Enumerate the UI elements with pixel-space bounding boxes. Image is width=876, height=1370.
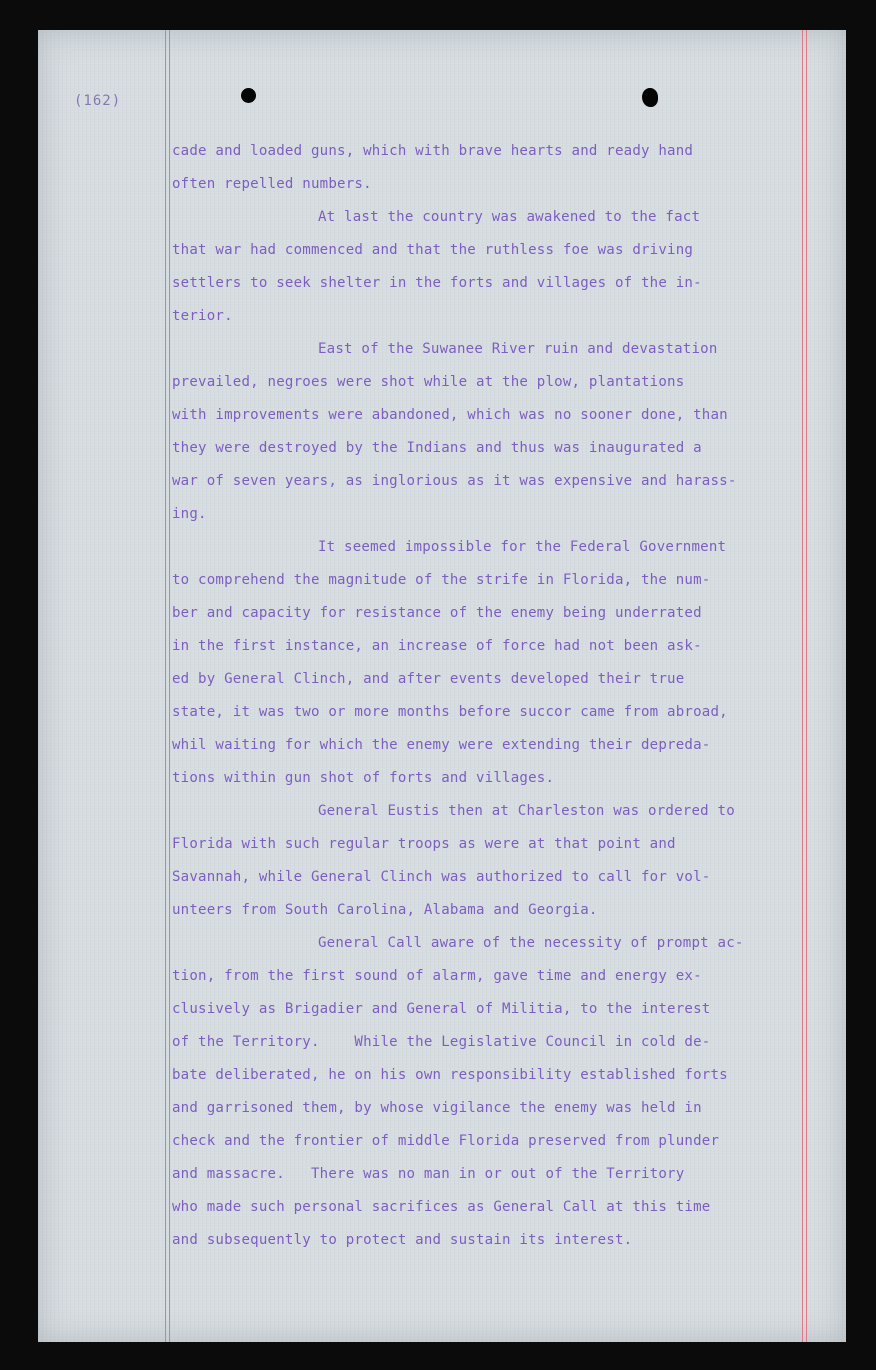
text-line: tion, from the first sound of alarm, gave time and energy ex-	[172, 968, 702, 984]
text-line: Savannah, while General Clinch was authorized to call for vol-	[172, 869, 711, 885]
text-line: bate deliberated, he on his own responsibility established forts	[172, 1067, 728, 1083]
text-line: It seemed impossible for the Federal Government	[318, 539, 727, 555]
text-line: to comprehend the magnitude of the strife in Florida, the num-	[172, 572, 711, 588]
text-line: settlers to seek shelter in the forts and villages of the in-	[172, 275, 702, 291]
text-line: and garrisoned them, by whose vigilance the enemy was held in	[172, 1100, 702, 1116]
punch-hole-right	[642, 88, 658, 107]
text-line: who made such personal sacrifices as General Call at this time	[172, 1199, 711, 1215]
text-line: often repelled numbers.	[172, 176, 372, 192]
text-line: unteers from South Carolina, Alabama and Georgia.	[172, 902, 598, 918]
text-line: with improvements were abandoned, which was no sooner done, than	[172, 407, 728, 423]
text-line: General Eustis then at Charleston was ordered to	[318, 803, 735, 819]
text-line: At last the country was awakened to the fact	[318, 209, 701, 225]
document-page	[38, 30, 846, 1342]
text-line: Florida with such regular troops as were at that point and	[172, 836, 676, 852]
right-margin-rule	[802, 30, 803, 1342]
text-line: ber and capacity for resistance of the enemy being underrated	[172, 605, 702, 621]
left-margin-rule-inner	[169, 30, 170, 1342]
text-line: General Call aware of the necessity of prompt ac-	[318, 935, 744, 951]
text-line: war of seven years, as inglorious as it was expensive and harass-	[172, 473, 737, 489]
text-line: whil waiting for which the enemy were extending their depreda-	[172, 737, 711, 753]
text-line: terior.	[172, 308, 233, 324]
text-line: of the Territory. While the Legislative Council in cold de-	[172, 1034, 711, 1050]
body-text	[172, 135, 744, 1257]
text-line: in the first instance, an increase of force had not been ask-	[172, 638, 702, 654]
text-line: that war had commenced and that the ruthless foe was driving	[172, 242, 694, 258]
text-line: ing.	[172, 506, 207, 522]
text-line: cade and loaded guns, which with brave hearts and ready hand	[172, 143, 694, 159]
text-line: and massacre. There was no man in or out of the Territory	[172, 1166, 685, 1182]
text-line: ed by General Clinch, and after events developed their true	[172, 671, 685, 687]
punch-hole-left	[241, 88, 256, 103]
right-margin-rule-outer	[806, 30, 807, 1342]
text-line: clusively as Brigadier and General of Militia, to the interest	[172, 1001, 711, 1017]
text-line: and subsequently to protect and sustain its interest.	[172, 1232, 633, 1248]
text-line: they were destroyed by the Indians and thus was inaugurated a	[172, 440, 702, 456]
page-number: (162)	[74, 93, 122, 109]
text-line: tions within gun shot of forts and villages.	[172, 770, 555, 786]
text-line: state, it was two or more months before succor came from abroad,	[172, 704, 728, 720]
text-line: prevailed, negroes were shot while at the plow, plantations	[172, 374, 685, 390]
left-margin-rule	[165, 30, 166, 1342]
text-line: check and the frontier of middle Florida preserved from plunder	[172, 1133, 720, 1149]
text-line: East of the Suwanee River ruin and devastation	[318, 341, 718, 357]
